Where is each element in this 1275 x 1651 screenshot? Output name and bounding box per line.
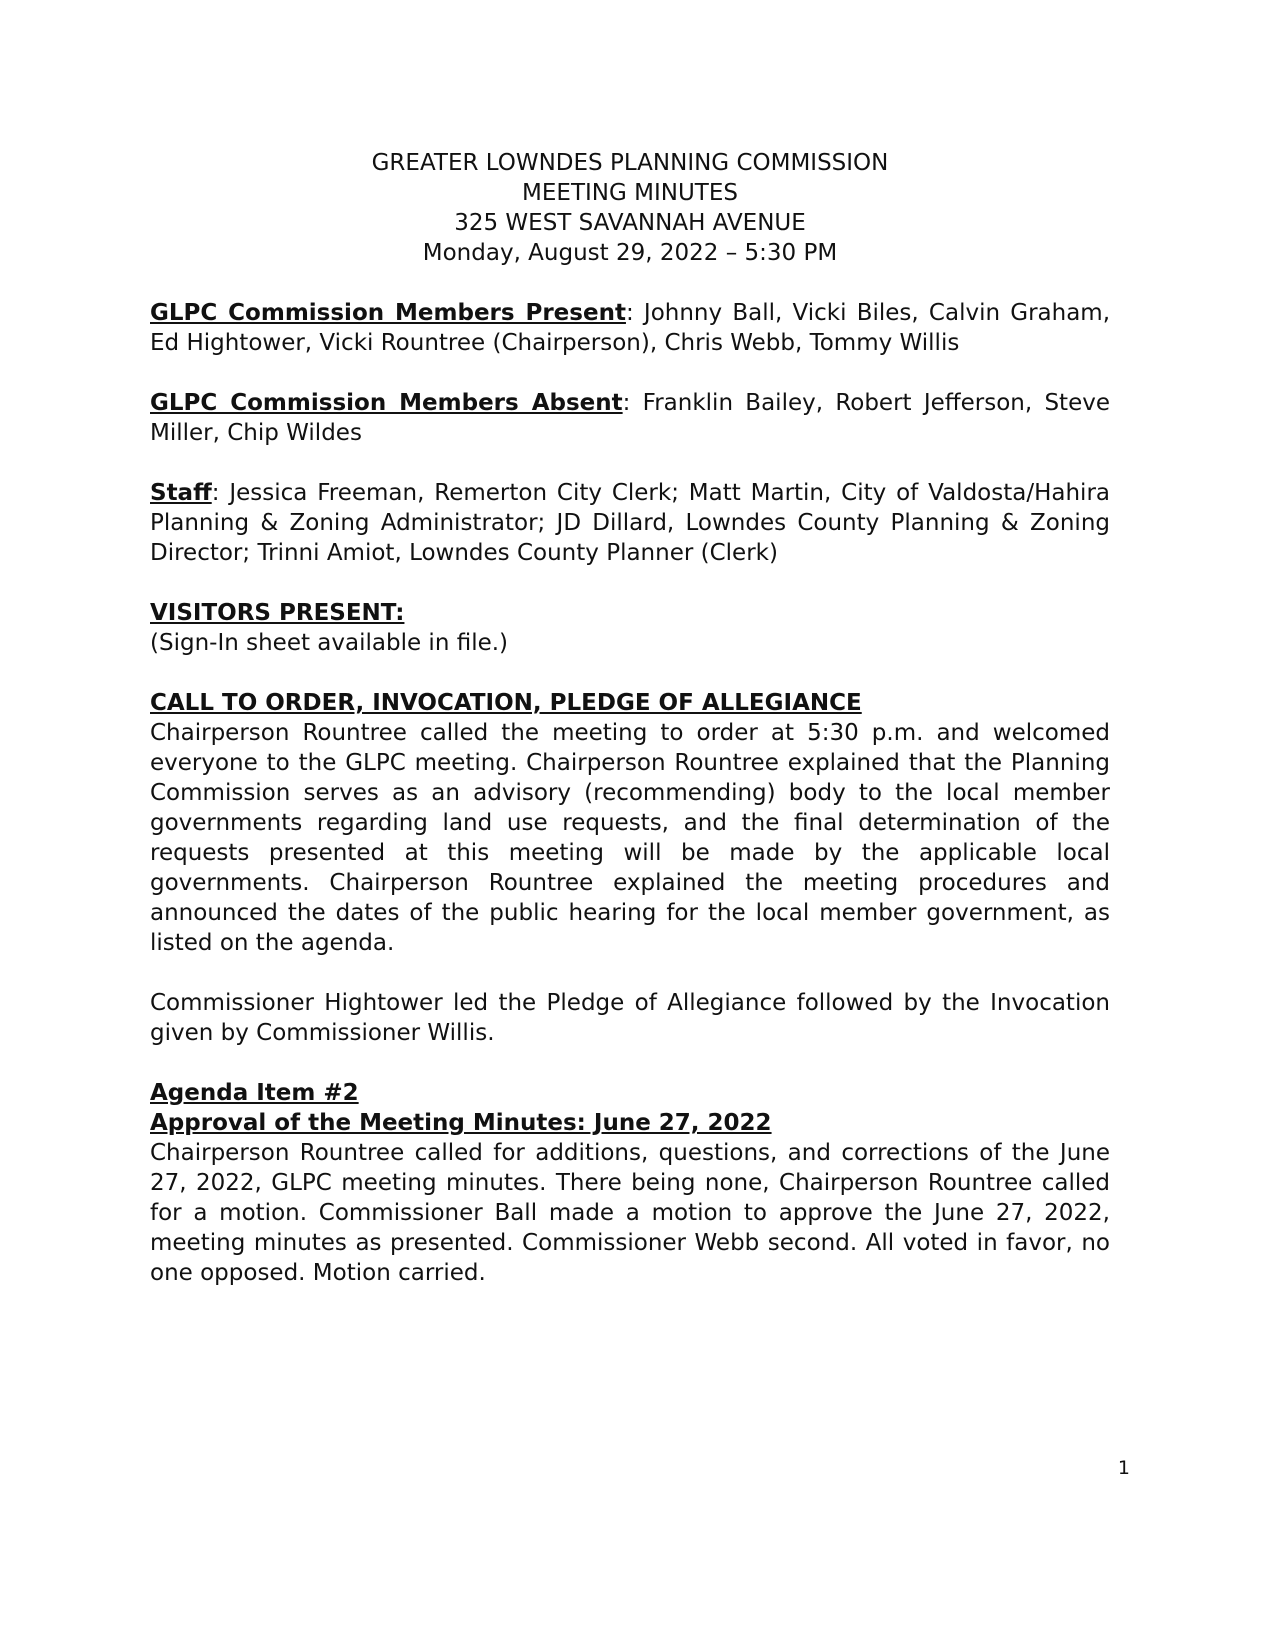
visitors-heading: VISITORS PRESENT: (150, 600, 405, 626)
pledge-paragraph: Commissioner Hightower led the Pledge of Allegiance followed by the Invocation given by Commissioner Willis. (150, 990, 1110, 1046)
members-absent-paragraph (150, 388, 1110, 448)
document-header (150, 148, 1110, 268)
header-organization: GREATER LOWNDES PLANNING COMMISSION (371, 150, 889, 176)
call-to-order-heading: CALL TO ORDER, INVOCATION, PLEDGE OF ALLEGIANCE (150, 690, 862, 716)
members-present-text: : Johnny Ball, Vicki Biles, Calvin Graham, Ed Hightower, Vicki Rountree (Chairperson), Chris Webb, Tommy Willis (150, 300, 1111, 356)
visitors-section (150, 598, 1110, 658)
staff-label: Staff (150, 480, 212, 506)
agenda-item-2-section (150, 1078, 1110, 1288)
call-to-order-section (150, 688, 1110, 1048)
call-to-order-paragraph: Chairperson Rountree called the meeting to order at 5:30 p.m. and welcomed everyone to the GLPC meeting. Chairperson Rountree explained that the Planning Commission serves as an advisory (recommending) body to the local member governments regarding land use requests, and the final determination of the requests presented at this meeting will be made by the applicable local governments. Chairperson Rountree explained the meeting procedures and announced the dates of the public hearing for the local member government, as listed on the agenda. (150, 720, 1110, 956)
members-present-paragraph (150, 298, 1110, 358)
page-number: 1 (1117, 1457, 1130, 1479)
staff-text: : Jessica Freeman, Remerton City Clerk; Matt Martin, City of Valdosta/Hahira Planning & Zoning Administrator; JD Dillard, Lowndes County Planning & Zoning Director; Trinni Amiot, Lowndes County Planner (Clerk) (150, 480, 1110, 566)
members-absent-label: GLPC Commission Members Absent (150, 390, 623, 416)
header-title: MEETING MINUTES (522, 180, 738, 206)
approval-minutes-heading: Approval of the Meeting Minutes: June 27, 2022 (150, 1110, 772, 1136)
document-body (150, 148, 1110, 1288)
visitors-text: (Sign-In sheet available in file.) (150, 630, 509, 656)
header-date: Monday, August 29, 2022 – 5:30 PM (422, 240, 838, 266)
header-address: 325 WEST SAVANNAH AVENUE (454, 210, 806, 236)
members-absent-text: : Franklin Bailey, Robert Jefferson, Steve Miller, Chip Wildes (150, 390, 1110, 446)
approval-minutes-paragraph: Chairperson Rountree called for additions, questions, and corrections of the June 27, 2022, GLPC meeting minutes. There being none, Chairperson Rountree called for a motion. Commissioner Ball made a motion to approve the June 27, 2022, meeting minutes as presented. Commissioner Webb second. All voted in favor, no one opposed. Motion carried. (150, 1140, 1110, 1286)
members-present-label: GLPC Commission Members Present (150, 300, 626, 326)
staff-paragraph (150, 478, 1110, 568)
agenda-item-2-heading: Agenda Item #2 (150, 1080, 359, 1106)
